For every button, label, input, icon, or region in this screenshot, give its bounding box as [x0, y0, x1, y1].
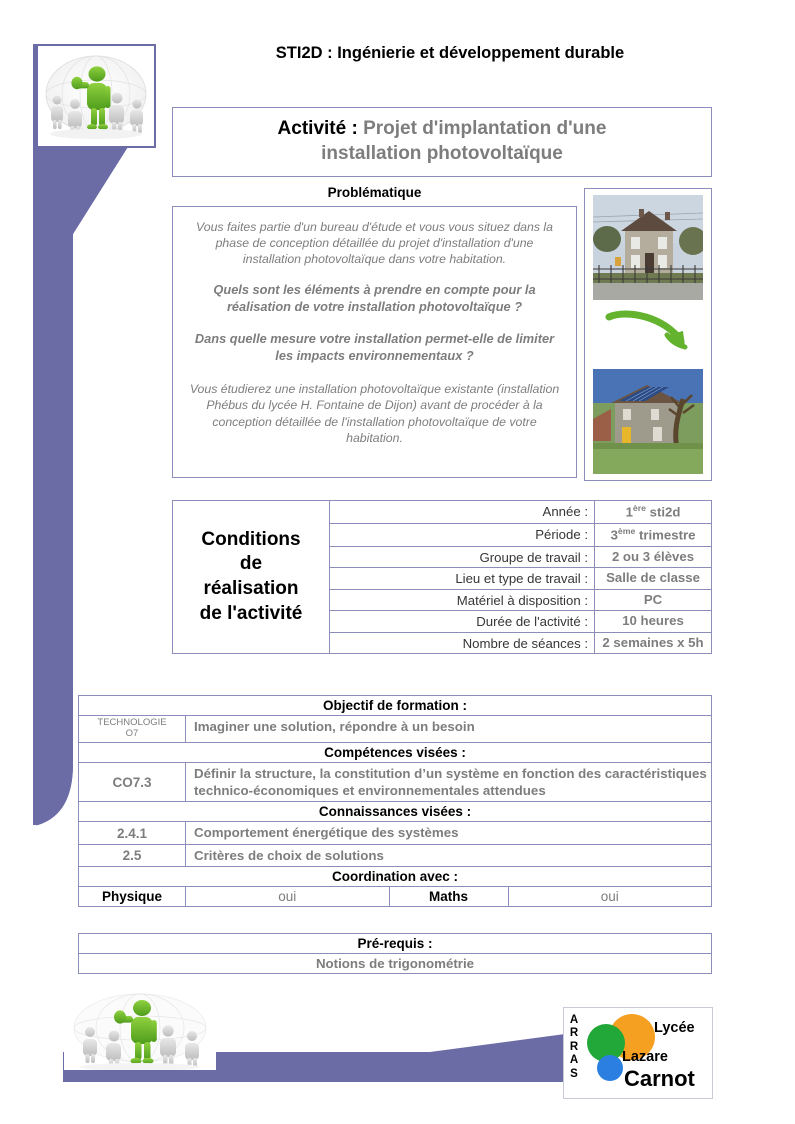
prerequis-table	[78, 933, 712, 974]
condition-value: 10 heures	[595, 611, 712, 633]
house-after-image	[593, 369, 703, 474]
conditions-table	[172, 500, 712, 654]
formation-description: Imaginer une solution, répondre à un besoin	[186, 716, 712, 743]
coordination-value: oui	[186, 887, 389, 906]
prerequis-heading: Pré-requis :	[79, 934, 712, 954]
connaissance-description: Comportement énergétique des systèmes	[186, 822, 712, 844]
condition-label: Lieu et type de travail :	[330, 568, 595, 590]
activity-label: Activité :	[277, 118, 358, 139]
section-header-coordination: Coordination avec :	[79, 866, 712, 886]
objectives-table	[78, 695, 712, 907]
arras-vertical-text: A R R A S	[569, 1014, 579, 1080]
coordination-value: oui	[600, 888, 619, 904]
carnot-label: Carnot	[624, 1066, 695, 1091]
competence-description: Définir la structure, la constitution d’un système en fonction des caractéristiques technico-économiques et environnementales attendues	[186, 762, 712, 802]
page-title: STI2D : Ingénierie et développement durable	[275, 44, 625, 62]
competence-code: CO7.3	[79, 762, 186, 802]
connaissance-description: Critères de choix de solutions	[186, 844, 712, 866]
table-row	[79, 696, 712, 716]
section-header-competences: Compétences visées :	[79, 742, 712, 762]
table-row	[79, 742, 712, 762]
problematique-paragraph: Vous faites partie d'un bureau d'étude et vous vous situez dans la phase de conception détaillée du projet d'installation d'une installation photovoltaïque dans votre habitation.	[196, 220, 553, 267]
problematique-box	[172, 206, 577, 478]
conditions-heading: Conditions de réalisation de l'activité	[173, 501, 330, 654]
people-network-icon	[64, 988, 216, 1070]
table-row	[173, 501, 712, 524]
team-logo-bottom	[64, 988, 216, 1070]
table-row	[79, 866, 712, 886]
table-row	[79, 716, 712, 743]
house-before-photo	[593, 195, 703, 300]
activity-title-line1: Projet d'implantation d'une	[363, 118, 607, 139]
table-row	[79, 844, 712, 866]
condition-label: Année :	[330, 501, 595, 524]
coordination-values	[186, 886, 712, 906]
problematique-heading: Problématique	[327, 185, 422, 200]
lazare-label: Lazare	[622, 1049, 668, 1065]
coordination-subject: Physique	[79, 886, 186, 906]
condition-label: Groupe de travail :	[330, 546, 595, 568]
condition-value: 1ère sti2d	[595, 501, 712, 524]
table-row	[79, 822, 712, 844]
school-logo	[563, 1007, 713, 1099]
formation-code: TECHNOLOGIE O7	[79, 716, 186, 743]
house-with-solar-panels-photo	[593, 369, 703, 474]
condition-value: 2 semaines x 5h	[595, 632, 712, 654]
coordination-subject: Maths	[389, 887, 508, 906]
condition-value: 2 ou 3 élèves	[595, 546, 712, 568]
problematique-paragraph: Dans quelle mesure votre installation permet-elle de limiter les impacts environnementaux ?	[194, 331, 555, 364]
table-row	[79, 886, 712, 906]
table-row	[79, 954, 712, 974]
condition-label: Durée de l'activité :	[330, 611, 595, 633]
condition-value: PC	[595, 589, 712, 611]
prerequis-value: Notions de trigonométrie	[79, 954, 712, 974]
table-row	[79, 802, 712, 822]
photo-column	[584, 188, 712, 481]
condition-value: Salle de classe	[595, 568, 712, 590]
team-logo-top	[36, 44, 156, 148]
green-curved-arrow-icon	[593, 307, 703, 363]
condition-label: Matériel à disposition :	[330, 589, 595, 611]
condition-label: Nombre de séances :	[330, 632, 595, 654]
condition-label: Période :	[330, 523, 595, 546]
activity-title-box	[172, 107, 712, 177]
problematique-paragraph: Vous étudierez une installation photovoltaïque existante (installation Phébus du lycée H. Fontaine de Dijon) avant de procéder à la conception détaillée de l'installation photovoltaïque de votre habitation.	[189, 382, 560, 445]
activity-title-line2: installation photovoltaïque	[321, 143, 563, 165]
section-header-formation: Objectif de formation :	[79, 696, 712, 716]
table-row	[79, 762, 712, 802]
condition-value: 3ème trimestre	[595, 523, 712, 546]
people-network-icon	[38, 46, 154, 146]
connaissance-code: 2.4.1	[79, 822, 186, 844]
house-before-image	[593, 195, 703, 300]
problematique-paragraph: Quels sont les éléments à prendre en compte pour la réalisation de votre installation photovoltaïque ?	[213, 281, 536, 314]
lycee-label: Lycée	[654, 1020, 695, 1036]
table-row	[79, 934, 712, 954]
section-header-connaissances: Connaissances visées :	[79, 802, 712, 822]
connaissance-code: 2.5	[79, 844, 186, 866]
